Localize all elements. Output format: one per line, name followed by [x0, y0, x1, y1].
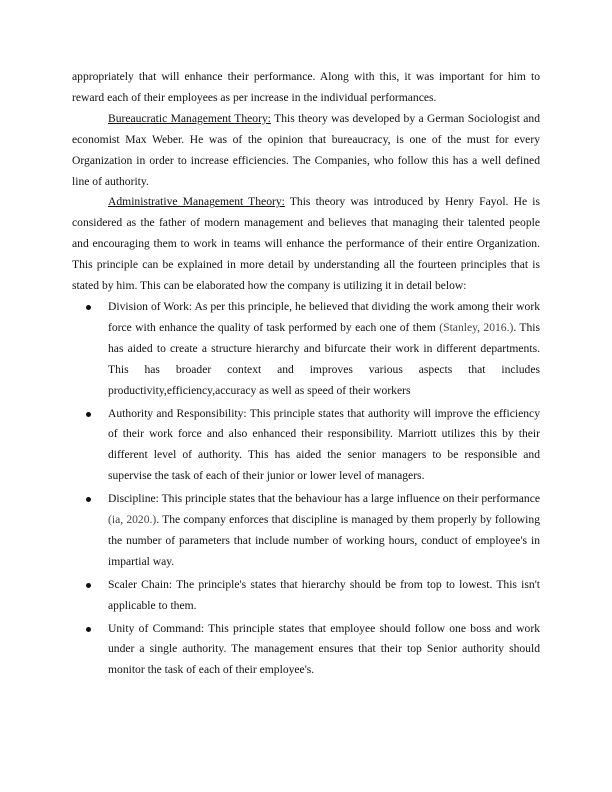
principles-list: [72, 297, 540, 681]
administrative-theory-heading: Administrative Management Theory:: [108, 195, 285, 209]
bureaucratic-theory-text: This theory was developed by a German Sociologist and economist Max Weber. He was of the opinion that bureaucracy, is one of the must for every Organization in order to increase efficiencies. The Companies, who follow this has a well defined line of authority.: [72, 111, 541, 188]
administrative-theory-text: This theory was introduced by Henry Fayol. He is considered as the father of modern management and believes that managing their talented people and encouraging them to work in teams will enhance the performance of their entire Organization. This principle can be explained in more detail by understanding all the fourteen principles that is stated by him. This can be elaborated how the company is utilizing it in detail below:: [72, 195, 540, 293]
principle-division-of-work: Division of Work: As per this principle, he believed that dividing the work among their work force with enhance the quality of task performed by each one of them (Stanley, 2016.). This has aided to create a structure hierarchy and bifurcate their work in different departments. This has broader context and improves various aspects that includes productivity,efficiency,accuracy as well as speed of their workers: [72, 297, 540, 402]
bureaucratic-theory-paragraph: [72, 109, 540, 193]
administrative-theory-paragraph: [72, 192, 540, 297]
citation: (ia, 2020.): [108, 513, 157, 527]
intro-continuation-paragraph: appropriately that will enhance their performance. Along with this, it was important for him to reward each of their employees as per increase in the individual performances.: [72, 70, 540, 104]
principle-scaler-chain: Scaler Chain: The principle's states that hierarchy should be from top to lowest. This isn't applicable to them.: [72, 575, 540, 617]
bureaucratic-theory-heading: Bureaucratic Management Theory:: [108, 111, 271, 125]
document-page: [72, 67, 540, 683]
bullet-icon: [86, 627, 91, 632]
principle-discipline: Discipline: This principle states that the behaviour has a large influence on their performance (ia, 2020.). The company enforces that discipline is managed by them properly by following the number of parameters that include number of working hours, conduct of employee's in impartial way.: [72, 489, 540, 573]
citation: (Stanley, 2016.): [439, 320, 514, 334]
bullet-icon: [86, 583, 91, 588]
principle-authority-responsibility: Authority and Responsibility: This principle states that authority will improve the efficiency of their work force and also enhanced their responsibility. Marriott utilizes this by their different level of authority. This has aided the senior managers to be responsible and supervise the task of each of their junior or lower level of managers.: [72, 404, 540, 488]
principle-unity-of-command: Unity of Command: This principle states that employee should follow one boss and work under a single authority. The management ensures that their top Senior authority should monitor the task of each of their employee's.: [72, 619, 540, 682]
bullet-icon: [86, 497, 91, 502]
bullet-icon: [86, 305, 91, 310]
bullet-icon: [86, 412, 91, 417]
